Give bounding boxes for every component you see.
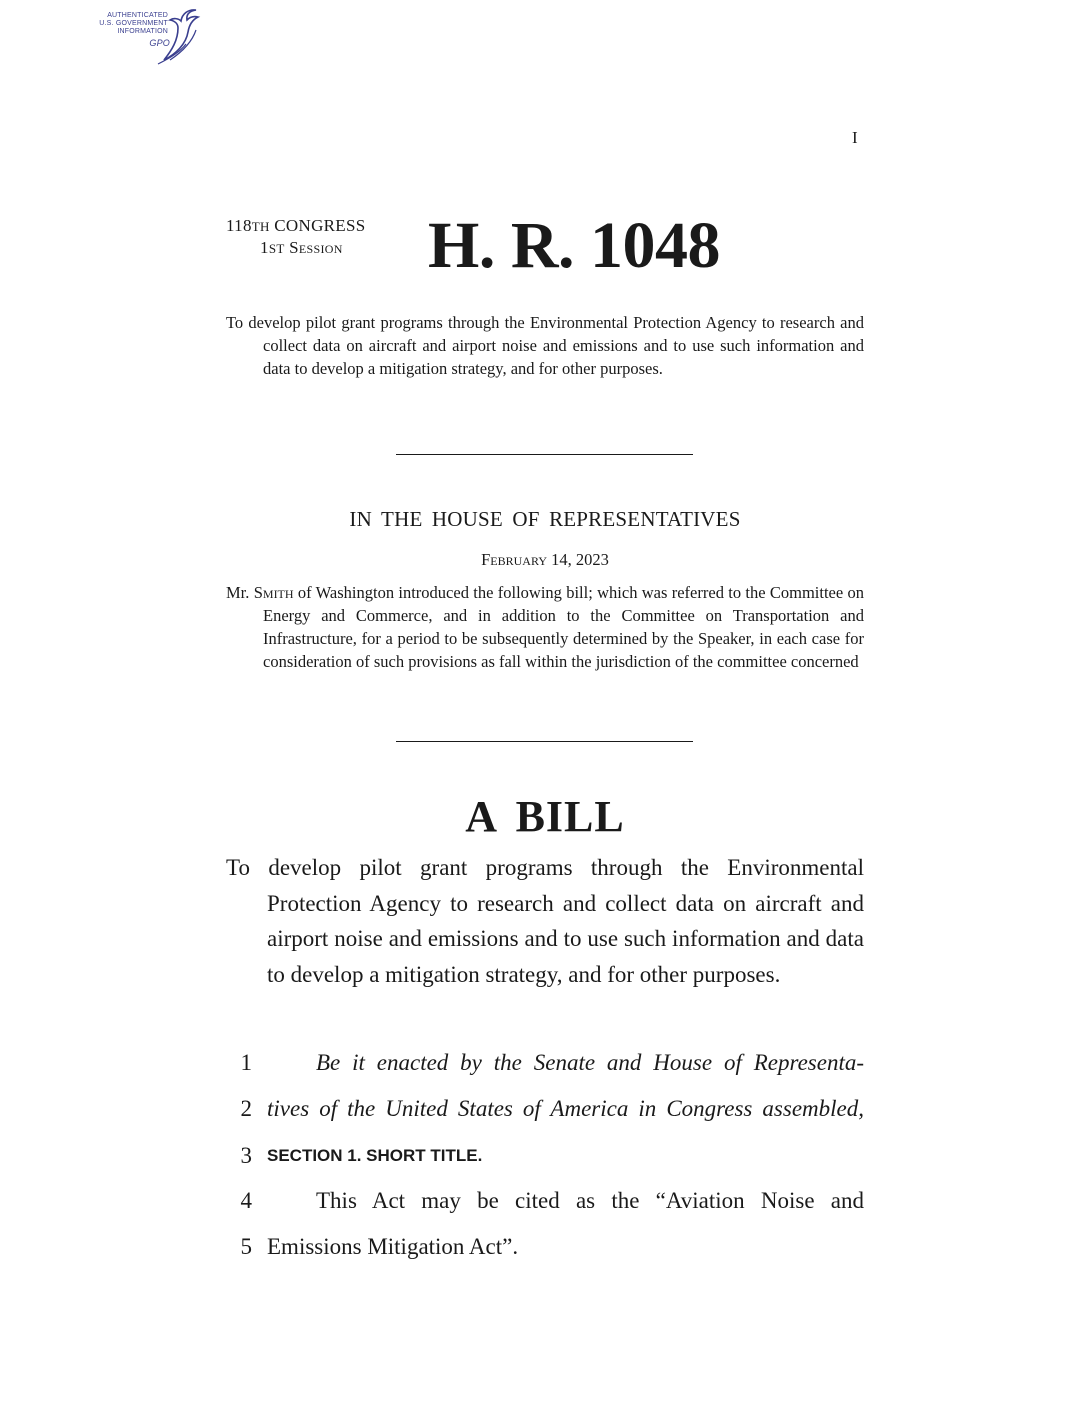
seal-text-authenticated: AUTHENTICATED	[107, 12, 168, 19]
enacting-clause-part-1: Be it enacted by the Senate and House of Representa-	[316, 1050, 864, 1075]
congress-label	[226, 216, 365, 237]
gpo-authentication-seal	[84, 8, 214, 68]
page-mark: I	[852, 128, 858, 147]
sponsor-statement	[226, 581, 864, 673]
bill-line-4	[226, 1184, 864, 1218]
short-title-text-part-2: Emissions Mitigation Act”.	[267, 1234, 519, 1259]
session-word: Session	[289, 238, 343, 257]
bill-line-5	[226, 1230, 864, 1264]
sponsor-name: Smith	[253, 583, 294, 602]
section-heading: SECTION 1. SHORT TITLE.	[267, 1146, 483, 1165]
line-number: 3	[240, 1143, 252, 1168]
eagle-icon	[156, 8, 206, 66]
introduction-date: February 14, 2023	[481, 550, 609, 569]
congress-ordinal: TH	[251, 219, 270, 234]
seal-text-government: U.S. GOVERNMENT	[99, 20, 168, 27]
sponsor-title: Mr.	[226, 583, 250, 602]
short-title: To develop pilot grant programs through the Environmental Protection Agency to research and collect data on aircraft and airport noise and emissions and to use such information and data to develop a mitigation strategy, and for other purposes.	[226, 313, 864, 378]
bill-number: H. R. 1048	[428, 209, 720, 282]
sponsor-text: of Washington introduced the following bill; which was referred to the Committee on Energy and Commerce, and in addition to the Committee on Transportation and Infrastructure, for a period to be subsequently determined by the Speaker, in each case for consideration of such provisions as fall within the jurisdiction of the committee concerned	[263, 583, 865, 671]
session-label	[260, 238, 343, 259]
enacting-clause-part-2: tives of the United States of America in Congress assembled,	[267, 1096, 864, 1121]
line-number: 1	[240, 1050, 252, 1075]
bill-heading: A BILL	[465, 792, 625, 841]
seal-text-information: INFORMATION	[117, 28, 168, 35]
line-number: 5	[240, 1234, 252, 1259]
line-number: 2	[240, 1096, 252, 1121]
divider-rule-bottom	[396, 741, 693, 742]
divider-rule-top	[396, 454, 693, 455]
long-title: To develop pilot grant programs through the Environmental Protection Agency to research and collect data on aircraft and airport noise and emissions and to use such information and data to develop a mitigation strategy, and for other purposes.	[226, 855, 864, 987]
chamber-heading: IN THE HOUSE OF REPRESENTATIVES	[349, 507, 741, 531]
session-number: 1	[260, 238, 269, 257]
congress-word: CONGRESS	[274, 216, 366, 235]
session-ordinal: ST	[268, 241, 285, 256]
bill-line-3	[226, 1139, 864, 1173]
congress-number: 118	[226, 216, 252, 235]
bill-line-2	[226, 1092, 864, 1126]
seal-text-gpo: GPO	[149, 38, 170, 48]
line-number: 4	[240, 1188, 252, 1213]
bill-line-1	[226, 1046, 864, 1080]
short-title-text-part-1: This Act may be cited as the “Aviation Noise and	[316, 1188, 864, 1213]
